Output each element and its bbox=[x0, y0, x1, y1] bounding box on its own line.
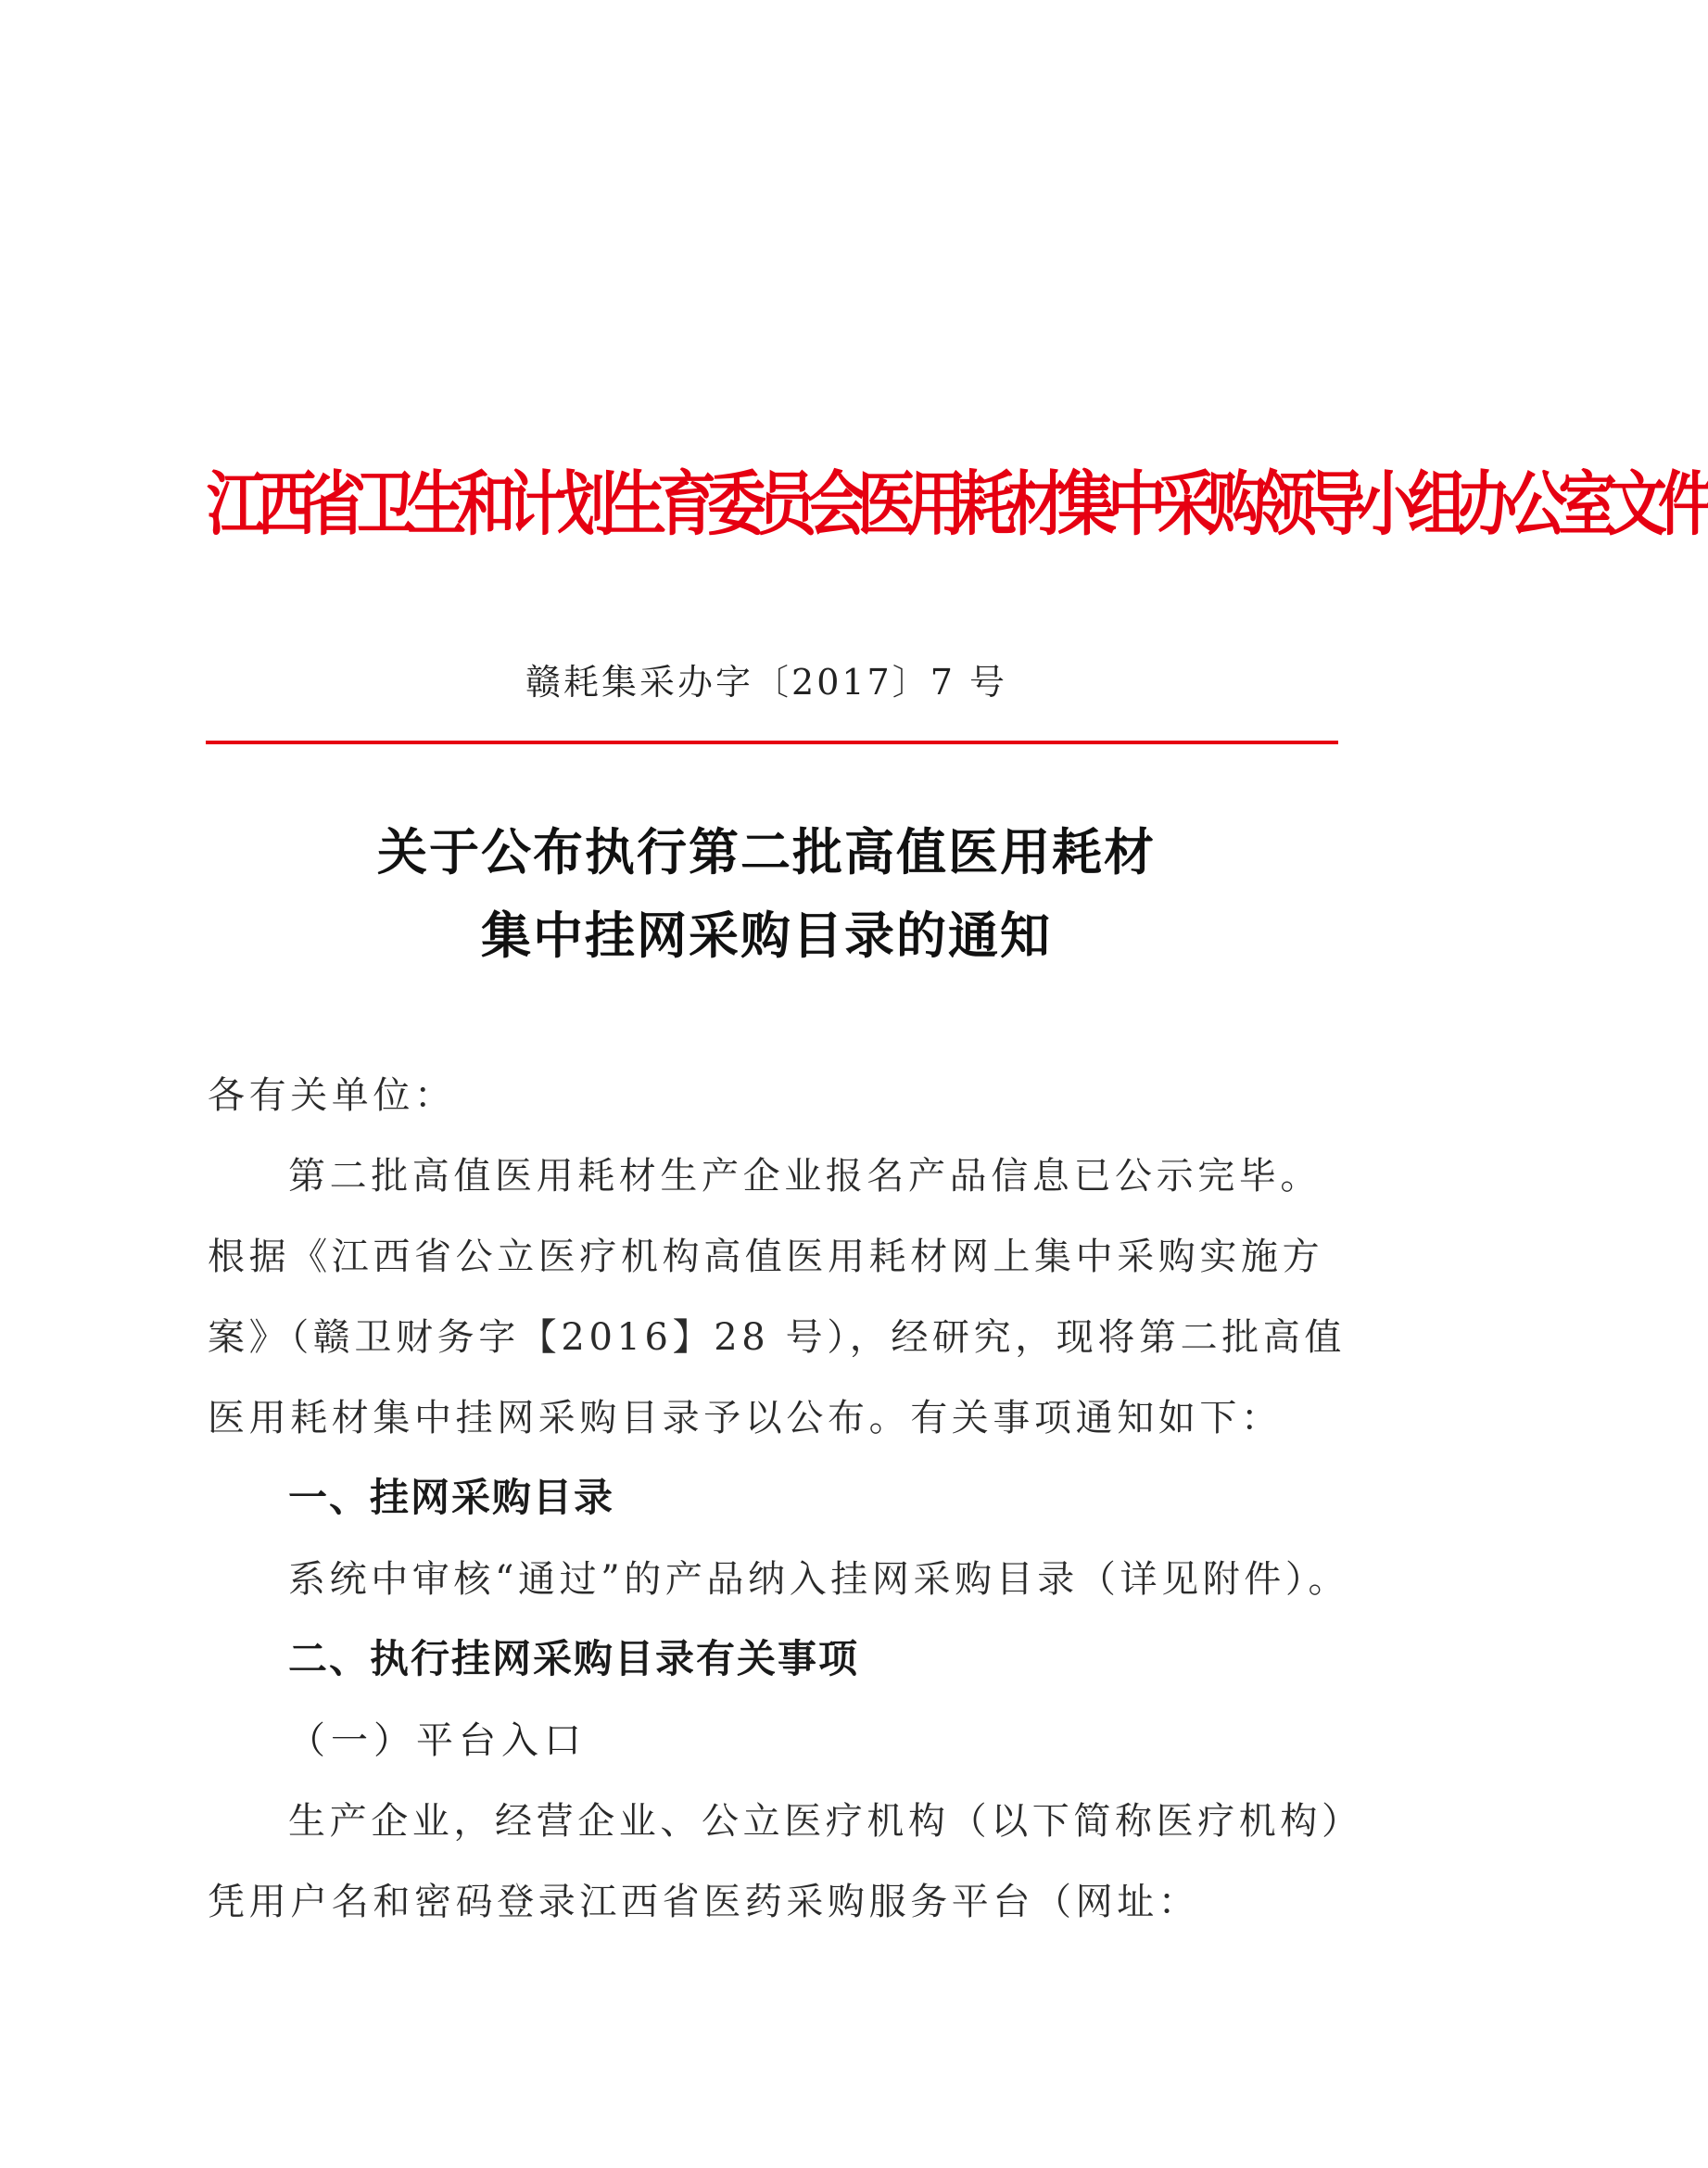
paragraph-line: 凭用户名和密码登录江西省医药采购服务平台（网址： bbox=[208, 1881, 1200, 1923]
document-number: 赣耗集采办字〔2017〕7 号 bbox=[525, 662, 1007, 703]
subsection-heading-1: （一）平台入口 bbox=[288, 1719, 587, 1762]
issuing-org-header: 江西省卫生和计划生育委员会医用耗材集中采购领导小组办公室文件 bbox=[207, 464, 1708, 546]
paragraph-line: 案》（赣卫财务字【2016】28 号），经研究，现将第二批高值 bbox=[208, 1316, 1347, 1359]
paragraph-line: 医用耗材集中挂网采购目录予以公布。有关事项通知如下： bbox=[208, 1397, 1283, 1439]
document-title-line-2: 集中挂网采购目录的通知 bbox=[481, 907, 1052, 965]
paragraph-line: 根据《江西省公立医疗机构高值医用耗材网上集中采购实施方 bbox=[208, 1236, 1324, 1278]
section-heading-2: 二、执行挂网采购目录有关事项 bbox=[288, 1636, 860, 1681]
paragraph-line: 系统中审核“通过”的产品纳入挂网采购目录（详见附件）。 bbox=[288, 1558, 1350, 1601]
red-divider-rule bbox=[206, 741, 1338, 744]
paragraph-line: 第二批高值医用耗材生产企业报名产品信息已公示完毕。 bbox=[288, 1155, 1322, 1198]
paragraph-line: 生产企业，经营企业、公立医疗机构（以下简称医疗机构） bbox=[288, 1800, 1363, 1843]
salutation: 各有关单位： bbox=[208, 1074, 456, 1117]
section-heading-1: 一、挂网采购目录 bbox=[288, 1475, 615, 1520]
document-title-line-1: 关于公布执行第二批高值医用耗材 bbox=[377, 823, 1156, 881]
